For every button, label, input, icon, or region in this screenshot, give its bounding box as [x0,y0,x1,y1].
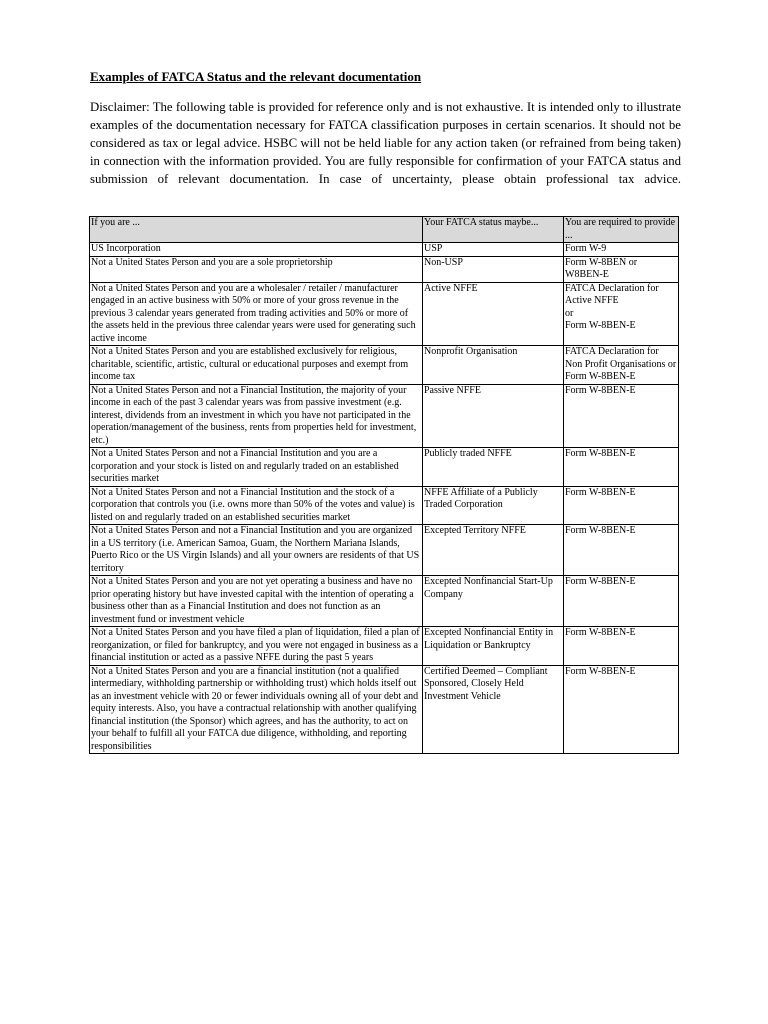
document-line: Form W-8BEN-E [565,665,636,677]
document-line: FATCA Declaration for Non Profit Organisations or [565,346,677,370]
table-row [90,486,679,525]
cell-documents [564,486,679,525]
table-header-row [90,217,679,243]
cell-documents [564,256,679,282]
table-row [90,256,679,282]
document-line: Form W-8BEN-E [565,320,636,331]
table-row [90,525,679,576]
cell-situation: Not a United States Person and you are a financial institution (not a qualified intermediary, withholding partnership or withholding trust) which holds itself out as an investment vehicle with 20 or fewer individuals owning all of your debt and equity interests. Also, you have a contractual relationship with another qualifying financial institution (the Sponsor) which agrees, and has the authority, to act on your behalf to fulfill all your FATCA due diligence, withholding, and reporting responsibilities [90,665,423,754]
document-line: or [565,307,574,319]
cell-documents [564,525,679,576]
document-line: Form W-8BEN-E [565,525,636,536]
document-line: Form W-8BEN-E [565,384,636,396]
cell-documents [564,384,679,448]
cell-situation: Not a United States Person and you are a sole proprietorship [90,256,423,282]
header-status: Your FATCA status maybe... [423,217,564,243]
document-line: Form W-8BEN-E [565,627,636,638]
cell-documents [564,346,679,385]
cell-situation: Not a United States Person and you are established exclusively for religious, charitable, scientific, artistic, cultural or educational purposes and exempt from income tax [90,346,423,385]
table-row [90,243,679,257]
cell-status: Active NFFE [423,282,564,346]
cell-status: NFFE Affiliate of a Publicly Traded Corporation [423,486,564,525]
document-line: FATCA Declaration for Active NFFE [565,282,659,306]
cell-documents [564,282,679,346]
document-line: Form W-8BEN-E [565,486,636,498]
cell-documents [564,448,679,487]
cell-documents [564,665,679,754]
cell-situation: Not a United States Person and not a Financial Institution, the majority of your income in each of the past 3 calendar years was from passive investment (e.g. interest, dividends from an investment in which you have not participated in the operation/management of the business, rents from properties held for investment, etc.) [90,384,423,448]
document-line: Form W-9 [565,243,607,254]
cell-status: Excepted Territory NFFE [423,525,564,576]
cell-situation: US Incorporation [90,243,423,257]
fatca-status-table [89,216,679,754]
table-row [90,627,679,666]
document-title: Examples of FATCA Status and the relevant documentation [90,69,422,84]
table-row [90,282,679,346]
cell-status: Certified Deemed – Compliant Sponsored, Closely Held Investment Vehicle [423,665,564,754]
cell-documents [564,243,679,257]
table-row [90,448,679,487]
cell-status: Passive NFFE [423,384,564,448]
cell-situation: Not a United States Person and you have filed a plan of liquidation, filed a plan of reorganization, or filed for bankruptcy, and you were not engaged in business as a financial institution or acted as a passive NFFE during the past 5 years [90,627,423,666]
cell-situation: Not a United States Person and not a Financial Institution and you are a corporation and your stock is listed on and regularly traded on an established securities market [90,448,423,487]
cell-status: Non-USP [423,256,564,282]
cell-status: Publicly traded NFFE [423,448,564,487]
cell-status: Excepted Nonfinancial Start-Up Company [423,576,564,627]
table-row [90,576,679,627]
header-situation: If you are ... [90,217,423,243]
document-line: Form W-8BEN or W8BEN-E [565,256,638,280]
document-line: Form W-8BEN-E [565,448,636,459]
cell-status: Excepted Nonfinancial Entity in Liquidation or Bankruptcy [423,627,564,666]
cell-situation: Not a United States Person and you are a wholesaler / retailer / manufacturer engaged in an active business with 50% or more of your gross revenue in the previous 3 calendar years generated from trading activities and 50% or more of the assets held in the previous three calendar years were used for generating such active income [90,282,423,346]
table-row [90,665,679,754]
document-line: Form W-8BEN-E [565,371,636,382]
table-row [90,384,679,448]
header-documents: You are required to provide ... [564,217,679,243]
disclaimer-paragraph: Disclaimer: The following table is provided for reference only and is not exhaustive. It is intended only to illustrate examples of the documentation necessary for FATCA classification purposes in certain scenarios. It should not be considered as tax or legal advice. HSBC will not be held liable for any action taken (or refrained from being taken) in connection with the information provided. You are fully responsible for confirmation of your FATCA status and submission of relevant documentation. In case of uncertainty, please obtain professional tax advice. [90,100,681,186]
cell-situation: Not a United States Person and you are not yet operating a business and have no prior operating history but have invested capital with the intention of operating a business other than as a Financial Institution and does not function as an investment fund or investment vehicle [90,576,423,627]
document-line: Form W-8BEN-E [565,576,636,587]
cell-documents [564,576,679,627]
cell-situation: Not a United States Person and not a Financial Institution and the stock of a corporation that controls you (i.e. owns more than 50% of the votes and value) is listed on and regularly traded on an established securities market [90,486,423,525]
table-row [90,346,679,385]
cell-status: USP [423,243,564,257]
cell-situation: Not a United States Person and not a Financial Institution and you are organized in a US territory (i.e. American Samoa, Guam, the Northern Mariana Islands, Puerto Rico or the US Virgin Islands) and all your owners are residents of that US territory [90,525,423,576]
cell-status: Nonprofit Organisation [423,346,564,385]
cell-documents [564,627,679,666]
